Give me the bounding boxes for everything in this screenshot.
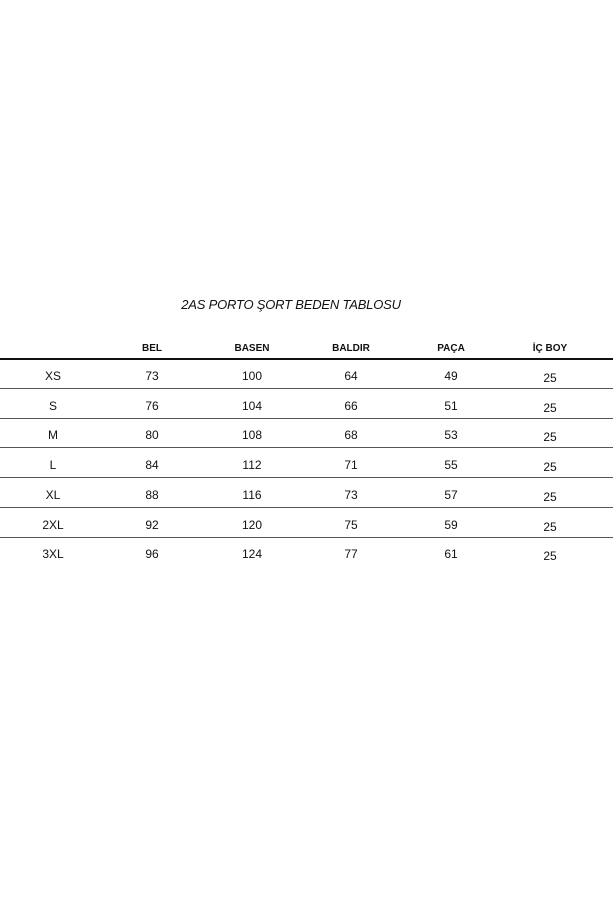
table-cell: 25 (543, 460, 557, 475)
size-label: 3XL (42, 547, 64, 562)
table-cell: 124 (241, 547, 263, 562)
column-header: BALDIR (332, 343, 370, 354)
table-cell: 120 (241, 517, 263, 532)
table-cell: 92 (145, 517, 159, 532)
table-cell: 53 (444, 428, 458, 443)
table-cell: 25 (543, 519, 557, 534)
header-divider (0, 358, 613, 360)
table-cell: 55 (444, 458, 458, 473)
table-cell: 66 (344, 398, 358, 413)
table-cell: 59 (444, 517, 458, 532)
row-divider (0, 388, 613, 389)
table-cell: 84 (145, 458, 159, 473)
table-cell: 57 (444, 487, 458, 502)
column-header: BASEN (234, 343, 270, 354)
table-cell: 51 (444, 398, 458, 413)
table-cell: 49 (444, 369, 458, 383)
table-cell: 25 (543, 371, 557, 385)
size-label: XL (45, 487, 61, 502)
column-header: İÇ BOY (532, 343, 568, 354)
table-cell: 88 (145, 487, 159, 502)
size-label: M (48, 428, 58, 443)
size-label: 2XL (42, 517, 64, 532)
row-divider (0, 477, 613, 478)
row-divider (0, 418, 613, 419)
table-cell: 112 (242, 458, 262, 473)
size-label: S (48, 398, 57, 413)
table-cell: 25 (543, 400, 557, 415)
table-cell: 61 (444, 547, 458, 562)
table-cell: 80 (145, 428, 159, 443)
size-label: XS (44, 369, 61, 383)
table-cell: 75 (344, 517, 358, 532)
table-cell: 116 (242, 487, 262, 502)
row-divider (0, 537, 613, 538)
table-cell: 73 (344, 487, 358, 502)
table-cell: 25 (543, 549, 557, 564)
table-cell: 108 (241, 428, 263, 443)
column-header: PAÇA (437, 343, 465, 354)
table-cell: 25 (543, 430, 557, 445)
table-cell: 25 (543, 489, 557, 504)
table-cell: 71 (344, 458, 358, 473)
row-divider (0, 447, 613, 448)
table-cell: 73 (145, 369, 159, 383)
table-cell: 96 (145, 547, 159, 562)
table-cell: 76 (145, 398, 159, 413)
table-cell: 104 (241, 398, 263, 413)
row-divider (0, 507, 613, 508)
table-cell: 64 (344, 369, 358, 383)
column-header: BEL (142, 343, 162, 354)
table-cell: 100 (241, 369, 263, 383)
size-label: L (49, 458, 57, 473)
page-title: 2AS PORTO ŞORT BEDEN TABLOSU (181, 297, 401, 312)
table-cell: 77 (344, 547, 358, 562)
table-cell: 68 (344, 428, 358, 443)
